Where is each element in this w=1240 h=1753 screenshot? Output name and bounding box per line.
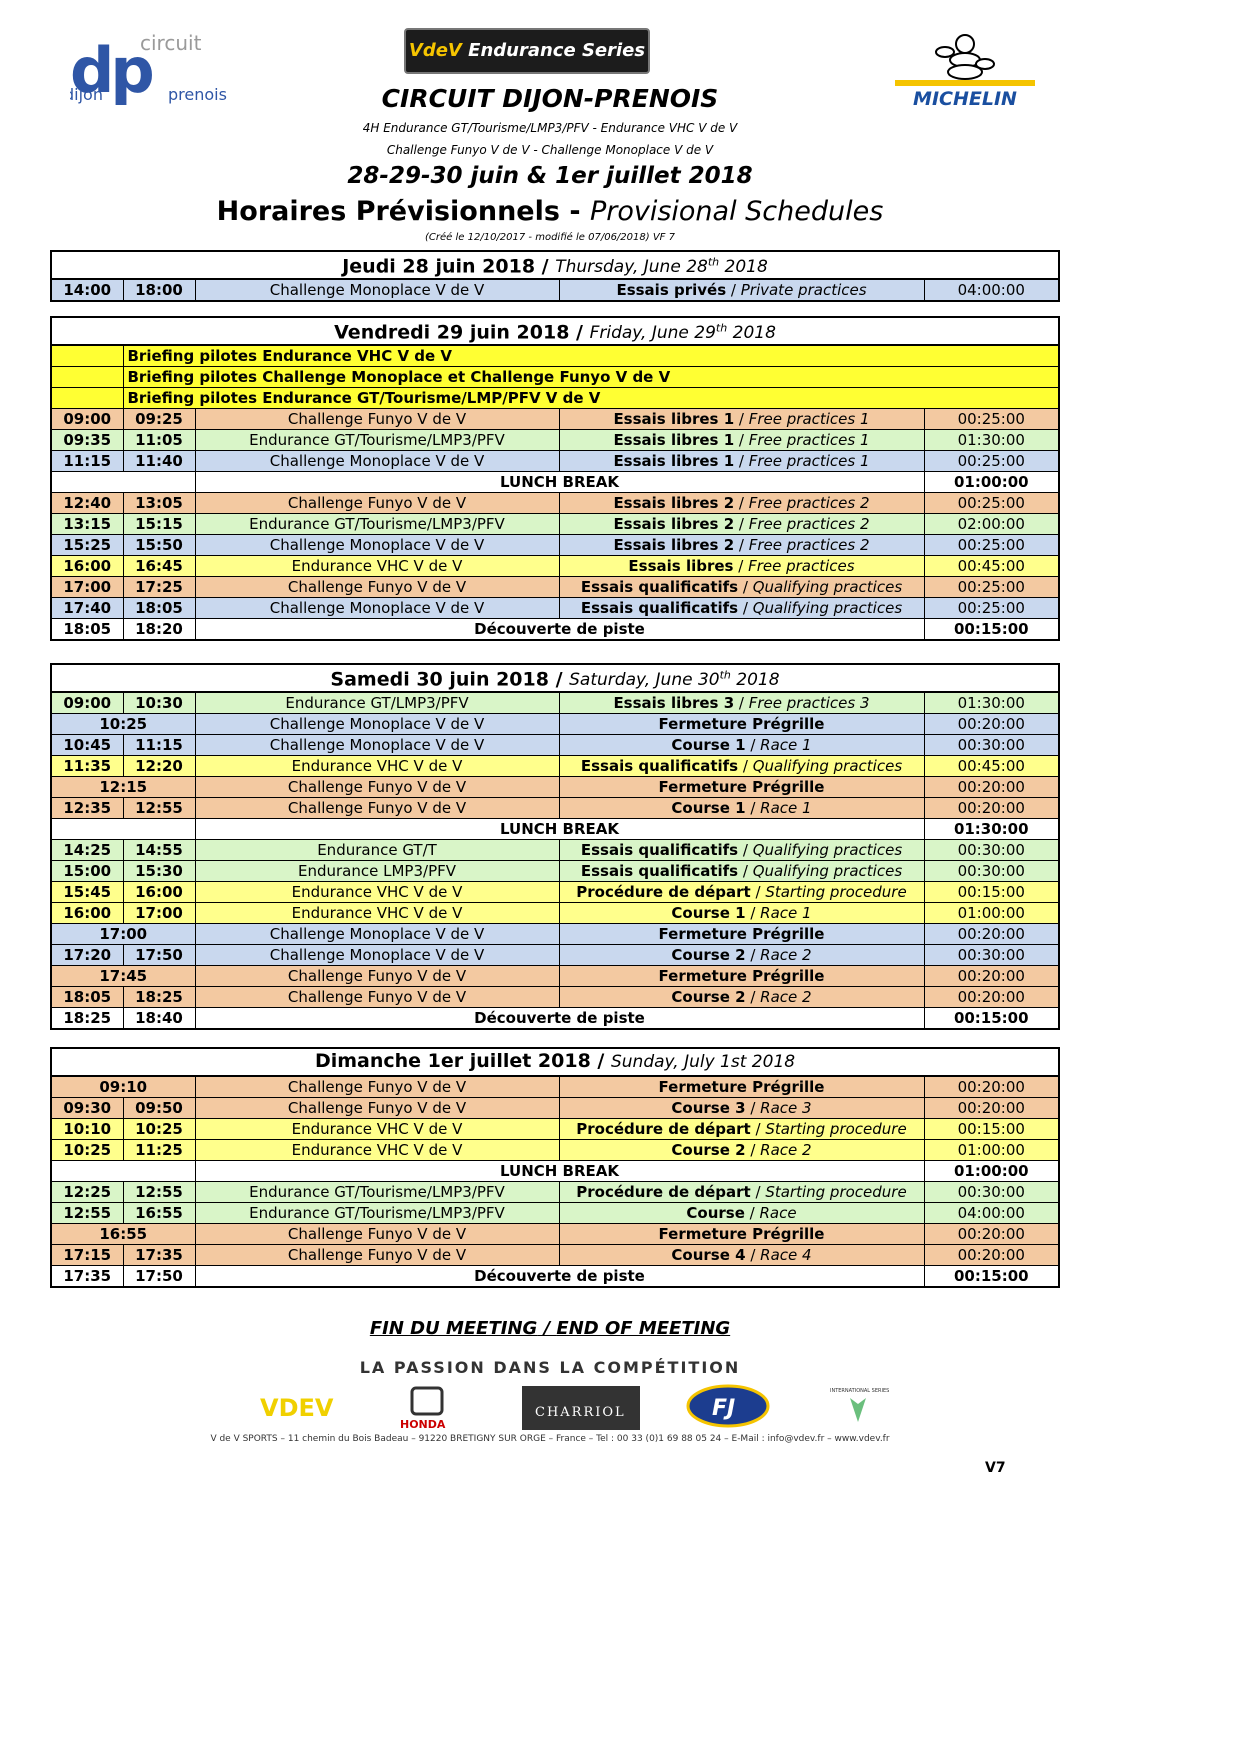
table-cell: Endurance VHC V de V: [195, 882, 559, 903]
table-cell: 00:20:00: [924, 777, 1059, 798]
table-cell: 12:55: [123, 1182, 195, 1203]
table-cell: Challenge Monoplace V de V: [195, 279, 559, 301]
table-cell: 00:30:00: [924, 840, 1059, 861]
table-cell: 18:20: [123, 619, 195, 641]
table-cell: 00:30:00: [924, 945, 1059, 966]
vdev-tagline: LA PASSION DANS LA COMPÉTITION: [359, 1358, 741, 1377]
table-row: [51, 777, 1059, 798]
table-cell: 18:25: [51, 1008, 123, 1030]
svg-text:INTERNATIONAL SERIES: INTERNATIONAL SERIES: [830, 1388, 890, 1394]
table-cell: LUNCH BREAK: [195, 1161, 924, 1182]
table-cell: 15:00: [51, 861, 123, 882]
table-row: [51, 692, 1059, 714]
schedule-thursday: [50, 250, 1060, 302]
table-cell: 00:15:00: [924, 882, 1059, 903]
table-cell: 15:15: [123, 514, 195, 535]
table-cell: LUNCH BREAK: [195, 819, 924, 840]
table-row: [51, 598, 1059, 619]
table-row: [51, 1182, 1059, 1203]
vdev-endurance-series-logo: [404, 28, 650, 74]
table-cell: 10:45: [51, 735, 123, 756]
table-cell: Course 3 / Race 3: [559, 1098, 924, 1119]
table-cell: Fermeture Prégrille: [559, 966, 924, 987]
table-cell: 17:00: [123, 903, 195, 924]
table-cell: Endurance VHC V de V: [195, 556, 559, 577]
table-cell: Essais privés / Private practices: [559, 279, 924, 301]
table-cell: Challenge Funyo V de V: [195, 966, 559, 987]
table-cell: 00:45:00: [924, 756, 1059, 777]
table-cell: Challenge Funyo V de V: [195, 1245, 559, 1266]
team-fj-logo: [688, 1386, 768, 1426]
table-row: [51, 924, 1059, 945]
table-cell: Fermeture Prégrille: [559, 924, 924, 945]
table-row: [51, 1140, 1059, 1161]
track-discovery-row: [51, 619, 1059, 641]
schedule-saturday: [50, 663, 1060, 1030]
table-cell: 01:30:00: [924, 819, 1059, 840]
table-cell: 17:50: [123, 945, 195, 966]
table-row: [51, 798, 1059, 819]
table-cell: 11:15: [51, 451, 123, 472]
table-cell: [51, 388, 123, 409]
michelin-wordmark: MICHELIN: [913, 88, 1017, 110]
table-cell: [51, 345, 123, 367]
svg-text:CHARRIOL: CHARRIOL: [535, 1405, 626, 1420]
table-cell: Endurance VHC V de V: [195, 1119, 559, 1140]
end-of-meeting-separator: /: [537, 1318, 557, 1339]
table-cell: 16:00: [123, 882, 195, 903]
table-cell: 16:00: [51, 903, 123, 924]
table-cell: 10:25: [51, 1140, 123, 1161]
table-cell: Course 2 / Race 2: [559, 1140, 924, 1161]
table-cell: 12:25: [51, 1182, 123, 1203]
table-cell: 00:20:00: [924, 1098, 1059, 1119]
logo-word-prenois: prenois: [168, 85, 227, 104]
table-row: [51, 987, 1059, 1008]
table-row: [51, 535, 1059, 556]
briefing-row: [51, 388, 1059, 409]
table-cell: 17:20: [51, 945, 123, 966]
table-cell: Challenge Monoplace V de V: [195, 924, 559, 945]
table-cell: 01:00:00: [924, 1140, 1059, 1161]
table-cell: Endurance VHC V de V: [195, 1140, 559, 1161]
table-cell: 17:45: [51, 966, 195, 987]
briefing-row: [51, 345, 1059, 367]
table-cell: LUNCH BREAK: [195, 472, 924, 493]
table-cell: Challenge Funyo V de V: [195, 1076, 559, 1098]
table-row: [51, 966, 1059, 987]
table-cell: Endurance VHC V de V: [195, 756, 559, 777]
table-cell: 09:30: [51, 1098, 123, 1119]
table-cell: Essais libres 2 / Free practices 2: [559, 493, 924, 514]
table-row: [51, 735, 1059, 756]
table-cell: 11:05: [123, 430, 195, 451]
vdev-sports-logo: [260, 1394, 334, 1422]
table-cell: 00:25:00: [924, 451, 1059, 472]
table-row: [51, 840, 1059, 861]
table-row: [51, 1076, 1059, 1098]
table-cell: Challenge Monoplace V de V: [195, 714, 559, 735]
table-cell: Endurance GT/LMP3/PFV: [195, 692, 559, 714]
lunch-break-row: [51, 472, 1059, 493]
table-cell: Course 1 / Race 1: [559, 903, 924, 924]
table-cell: Essais libres 1 / Free practices 1: [559, 430, 924, 451]
table-cell: 09:10: [51, 1076, 195, 1098]
table-cell: Procédure de départ / Starting procedure: [559, 1119, 924, 1140]
table-cell: 10:30: [123, 692, 195, 714]
schedule-sunday: [50, 1047, 1060, 1288]
logo-letters-dp: dp: [70, 34, 151, 107]
table-row: [51, 279, 1059, 301]
svg-text:FJ: FJ: [712, 1396, 736, 1421]
table-cell: 11:35: [51, 756, 123, 777]
table-cell: Challenge Funyo V de V: [195, 409, 559, 430]
briefing-row: [51, 367, 1059, 388]
table-row: [51, 451, 1059, 472]
table-cell: [51, 472, 195, 493]
table-cell: 16:55: [123, 1203, 195, 1224]
table-cell: Challenge Funyo V de V: [195, 798, 559, 819]
table-row: [51, 1224, 1059, 1245]
table-cell: 15:30: [123, 861, 195, 882]
table-cell: Découverte de piste: [195, 1266, 924, 1288]
table-cell: Briefing pilotes Endurance VHC V de V: [123, 345, 1059, 367]
table-cell: 17:35: [51, 1266, 123, 1288]
day-header: Dimanche 1er juillet 2018 / Sunday, July 1st 2018: [51, 1048, 1059, 1076]
table-cell: 11:15: [123, 735, 195, 756]
end-of-meeting: [0, 1318, 1100, 1339]
table-cell: 00:30:00: [924, 1182, 1059, 1203]
table-cell: 00:20:00: [924, 798, 1059, 819]
table-cell: Essais libres 1 / Free practices 1: [559, 409, 924, 430]
table-cell: 10:10: [51, 1119, 123, 1140]
table-cell: 09:25: [123, 409, 195, 430]
table-row: [51, 861, 1059, 882]
table-cell: 10:25: [51, 714, 195, 735]
table-cell: Challenge Funyo V de V: [195, 1098, 559, 1119]
table-cell: Endurance GT/Tourisme/LMP3/PFV: [195, 1182, 559, 1203]
table-cell: 01:30:00: [924, 692, 1059, 714]
table-cell: 17:00: [51, 924, 195, 945]
table-cell: Fermeture Prégrille: [559, 1224, 924, 1245]
table-cell: 16:45: [123, 556, 195, 577]
track-discovery-row: [51, 1266, 1059, 1288]
table-cell: Course 1 / Race 1: [559, 798, 924, 819]
table-cell: 00:15:00: [924, 1119, 1059, 1140]
table-cell: 00:20:00: [924, 714, 1059, 735]
table-cell: 00:15:00: [924, 1008, 1059, 1030]
table-cell: Procédure de départ / Starting procedure: [559, 1182, 924, 1203]
table-cell: Endurance VHC V de V: [195, 903, 559, 924]
table-cell: Challenge Funyo V de V: [195, 493, 559, 514]
table-cell: 01:00:00: [924, 1161, 1059, 1182]
sponsor-logos: [250, 1384, 890, 1432]
table-cell: 13:15: [51, 514, 123, 535]
honda-logo: [400, 1388, 446, 1431]
table-cell: 18:05: [123, 598, 195, 619]
table-cell: 09:50: [123, 1098, 195, 1119]
table-cell: 18:00: [123, 279, 195, 301]
table-cell: 12:55: [123, 798, 195, 819]
table-cell: 02:00:00: [924, 514, 1059, 535]
table-cell: [51, 1161, 195, 1182]
schedule-title: [0, 196, 1100, 227]
table-cell: 01:00:00: [924, 903, 1059, 924]
table-cell: 17:40: [51, 598, 123, 619]
table-cell: 00:25:00: [924, 409, 1059, 430]
table-cell: Essais libres 1 / Free practices 1: [559, 451, 924, 472]
table-cell: 11:40: [123, 451, 195, 472]
table-cell: Essais libres / Free practices: [559, 556, 924, 577]
lunch-break-row: [51, 1161, 1059, 1182]
table-cell: Endurance GT/Tourisme/LMP3/PFV: [195, 1203, 559, 1224]
table-row: [51, 756, 1059, 777]
circuit-name: CIRCUIT DIJON-PRENOIS: [381, 84, 719, 113]
table-row: [51, 1119, 1059, 1140]
table-cell: 17:15: [51, 1245, 123, 1266]
table-row: [51, 882, 1059, 903]
table-row: [51, 430, 1059, 451]
table-cell: 00:15:00: [924, 619, 1059, 641]
table-row: [51, 1098, 1059, 1119]
table-cell: 00:20:00: [924, 924, 1059, 945]
table-row: [51, 1203, 1059, 1224]
schedule-title-en: Provisional Schedules: [589, 196, 884, 227]
table-cell: 10:25: [123, 1119, 195, 1140]
table-cell: Challenge Funyo V de V: [195, 577, 559, 598]
svg-text:VDEV: VDEV: [260, 1394, 334, 1422]
table-row: [51, 903, 1059, 924]
table-cell: 00:25:00: [924, 493, 1059, 514]
vdev-banner-text: Endurance Series: [468, 40, 646, 61]
table-cell: 14:00: [51, 279, 123, 301]
table-cell: 18:25: [123, 987, 195, 1008]
table-cell: Challenge Monoplace V de V: [195, 535, 559, 556]
table-cell: 12:55: [51, 1203, 123, 1224]
table-row: [51, 945, 1059, 966]
table-cell: 18:40: [123, 1008, 195, 1030]
table-cell: 13:05: [123, 493, 195, 514]
vdev-prefix: VdeV: [408, 40, 462, 61]
table-cell: Challenge Funyo V de V: [195, 777, 559, 798]
table-cell: Course 4 / Race 4: [559, 1245, 924, 1266]
table-cell: Challenge Monoplace V de V: [195, 598, 559, 619]
table-cell: [51, 819, 195, 840]
table-cell: 16:00: [51, 556, 123, 577]
schedule-friday: [50, 316, 1060, 641]
table-cell: Briefing pilotes Endurance GT/Tourisme/LMP/PFV V de V: [123, 388, 1059, 409]
table-cell: Essais qualificatifs / Qualifying practices: [559, 840, 924, 861]
schedule-title-fr: Horaires Prévisionnels -: [216, 196, 590, 227]
end-of-meeting-en: END OF MEETING: [556, 1318, 731, 1339]
table-cell: 15:50: [123, 535, 195, 556]
table-cell: 15:45: [51, 882, 123, 903]
document-revision: (Créé le 12/10/2017 - modifié le 07/06/2018) VF 7: [425, 232, 675, 243]
day-header: Samedi 30 juin 2018 / Saturday, June 30th 2018: [51, 664, 1059, 692]
table-cell: 00:25:00: [924, 598, 1059, 619]
table-row: [51, 714, 1059, 735]
table-cell: Découverte de piste: [195, 619, 924, 641]
table-cell: 09:00: [51, 692, 123, 714]
table-cell: 04:00:00: [924, 1203, 1059, 1224]
table-cell: Endurance GT/Tourisme/LMP3/PFV: [195, 430, 559, 451]
table-cell: 12:20: [123, 756, 195, 777]
table-cell: 00:20:00: [924, 1076, 1059, 1098]
end-of-meeting-fr: FIN DU MEETING: [369, 1318, 538, 1339]
table-cell: Challenge Funyo V de V: [195, 1224, 559, 1245]
international-series-logo: [830, 1388, 889, 1422]
table-cell: 17:35: [123, 1245, 195, 1266]
table-cell: Briefing pilotes Challenge Monoplace et Challenge Funyo V de V: [123, 367, 1059, 388]
charriol-logo: [522, 1386, 640, 1430]
table-cell: 18:05: [51, 987, 123, 1008]
table-cell: 17:00: [51, 577, 123, 598]
table-cell: Course 1 / Race 1: [559, 735, 924, 756]
table-cell: 01:00:00: [924, 472, 1059, 493]
table-cell: Challenge Monoplace V de V: [195, 735, 559, 756]
table-cell: [51, 367, 123, 388]
michelin-man-icon: [885, 30, 1045, 90]
table-cell: Challenge Monoplace V de V: [195, 945, 559, 966]
table-cell: 00:25:00: [924, 535, 1059, 556]
table-cell: Essais qualificatifs / Qualifying practices: [559, 577, 924, 598]
table-cell: Endurance GT/T: [195, 840, 559, 861]
table-cell: 15:25: [51, 535, 123, 556]
table-cell: 00:20:00: [924, 1245, 1059, 1266]
table-cell: 11:25: [123, 1140, 195, 1161]
table-cell: 00:20:00: [924, 1224, 1059, 1245]
table-cell: Essais libres 3 / Free practices 3: [559, 692, 924, 714]
table-cell: 00:15:00: [924, 1266, 1059, 1288]
document-version: V7: [985, 1460, 1006, 1476]
table-cell: 17:25: [123, 577, 195, 598]
day-header: Jeudi 28 juin 2018 / Thursday, June 28th 2018: [51, 251, 1059, 279]
table-cell: Course / Race: [559, 1203, 924, 1224]
table-cell: 00:20:00: [924, 987, 1059, 1008]
table-row: [51, 409, 1059, 430]
table-cell: Procédure de départ / Starting procedure: [559, 882, 924, 903]
table-cell: Découverte de piste: [195, 1008, 924, 1030]
table-row: [51, 514, 1059, 535]
organizer-address: V de V SPORTS – 11 chemin du Bois Badeau – 91220 BRETIGNY SUR ORGE – France – Tel : 00 33 (0)1 69 88 05 24 – E-Mail : info@vdev.fr – www.vdev.fr: [210, 1434, 890, 1444]
table-cell: 01:30:00: [924, 430, 1059, 451]
track-discovery-row: [51, 1008, 1059, 1030]
table-cell: 04:00:00: [924, 279, 1059, 301]
table-cell: Course 2 / Race 2: [559, 945, 924, 966]
table-cell: Endurance LMP3/PFV: [195, 861, 559, 882]
table-cell: Fermeture Prégrille: [559, 1076, 924, 1098]
table-cell: 12:15: [51, 777, 195, 798]
table-cell: 18:05: [51, 619, 123, 641]
table-cell: Course 2 / Race 2: [559, 987, 924, 1008]
table-cell: 17:50: [123, 1266, 195, 1288]
event-dates: 28-29-30 juin & 1er juillet 2018: [347, 163, 753, 189]
table-cell: Challenge Monoplace V de V: [195, 451, 559, 472]
logo-word-dijon: ijon: [74, 85, 103, 104]
table-row: [51, 493, 1059, 514]
table-cell: 09:35: [51, 430, 123, 451]
lunch-break-row: [51, 819, 1059, 840]
event-series-line-2: Challenge Funyo V de V - Challenge Monoplace V de V: [386, 143, 714, 157]
table-cell: 00:25:00: [924, 577, 1059, 598]
table-cell: Essais qualificatifs / Qualifying practices: [559, 598, 924, 619]
table-cell: 12:35: [51, 798, 123, 819]
logo-word-circuit: circuit: [140, 31, 202, 55]
table-cell: Endurance GT/Tourisme/LMP3/PFV: [195, 514, 559, 535]
table-row: [51, 556, 1059, 577]
table-cell: Essais qualificatifs / Qualifying practices: [559, 756, 924, 777]
table-cell: Fermeture Prégrille: [559, 714, 924, 735]
table-cell: Fermeture Prégrille: [559, 777, 924, 798]
table-cell: Essais libres 2 / Free practices 2: [559, 535, 924, 556]
table-cell: 00:30:00: [924, 861, 1059, 882]
table-cell: 14:55: [123, 840, 195, 861]
day-header: Vendredi 29 juin 2018 / Friday, June 29th 2018: [51, 317, 1059, 345]
table-cell: Essais libres 2 / Free practices 2: [559, 514, 924, 535]
svg-text:HONDA: HONDA: [400, 1418, 446, 1431]
table-cell: 00:30:00: [924, 735, 1059, 756]
event-series-line-1: 4H Endurance GT/Tourisme/LMP3/PFV - Endurance VHC V de V: [362, 121, 738, 135]
table-cell: Essais qualificatifs / Qualifying practices: [559, 861, 924, 882]
table-cell: 12:40: [51, 493, 123, 514]
table-cell: 16:55: [51, 1224, 195, 1245]
table-cell: 14:25: [51, 840, 123, 861]
table-cell: Challenge Funyo V de V: [195, 987, 559, 1008]
table-cell: 09:00: [51, 409, 123, 430]
table-row: [51, 577, 1059, 598]
table-row: [51, 1245, 1059, 1266]
table-cell: 00:20:00: [924, 966, 1059, 987]
table-cell: 00:45:00: [924, 556, 1059, 577]
